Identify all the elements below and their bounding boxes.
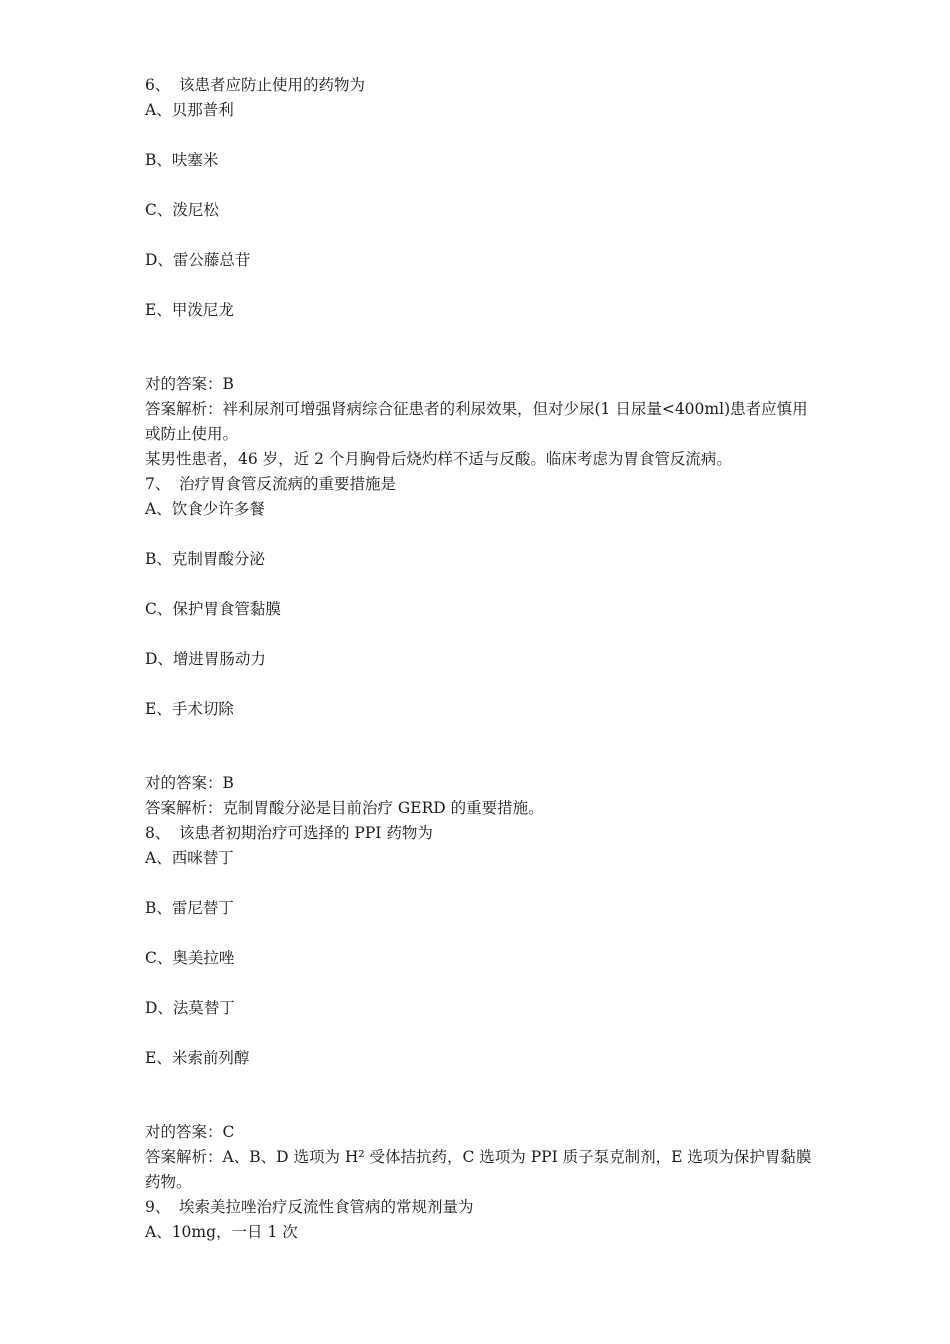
option-a: A、饮食少许多餐 [145, 500, 265, 518]
option-c: C、奥美拉唑 [145, 949, 235, 967]
question-number: 8、 [145, 824, 171, 842]
option-b: B、克制胃酸分泌 [145, 550, 265, 568]
option-a: A、贝那普利 [145, 101, 234, 119]
option-b: B、呋塞米 [145, 151, 219, 169]
question-number: 9、 [145, 1198, 171, 1216]
option-e: E、米索前列醇 [145, 1049, 250, 1067]
case-description: 某男性患者，46 岁，近 2 个月胸骨后烧灼样不适与反酸。临床考虑为胃食管反流病。 [145, 450, 732, 468]
question-text: 该患者应防止使用的药物为 [179, 76, 366, 94]
answer: 对的答案：C [145, 1123, 235, 1141]
option-b: B、雷尼替丁 [145, 899, 234, 917]
question-9-stem [145, 1195, 815, 1220]
analysis: 答案解析：克制胃酸分泌是目前治疗 GERD 的重要措施。 [145, 799, 544, 817]
analysis: 答案解析：A、B、D 选项为 H² 受体拮抗药，C 选项为 PPI 质子泵克制剂，E 选项为保护胃黏膜药物。 [145, 1148, 812, 1191]
answer: 对的答案：B [145, 375, 234, 393]
option-a: A、10mg，一日 1 次 [145, 1223, 298, 1241]
option-e: E、手术切除 [145, 700, 234, 718]
question-8-stem [145, 821, 815, 846]
question-7-stem [145, 472, 815, 497]
question-number: 6、 [145, 76, 171, 94]
option-c: C、保护胃食管黏膜 [145, 600, 281, 618]
option-e: E、甲泼尼龙 [145, 301, 234, 319]
option-d: D、雷公藤总苷 [145, 251, 251, 269]
question-6-stem [145, 73, 815, 98]
question-text: 该患者初期治疗可选择的 PPI 药物为 [179, 824, 433, 842]
analysis: 答案解析：袢利尿剂可增强肾病综合征患者的利尿效果，但对少尿(1 日尿量<400ml)患者应慎用或防止使用。 [145, 400, 808, 443]
option-c: C、泼尼松 [145, 201, 219, 219]
question-text: 埃索美拉唑治疗反流性食管病的常规剂量为 [179, 1198, 474, 1216]
answer: 对的答案：B [145, 774, 234, 792]
option-d: D、增进胃肠动力 [145, 650, 266, 668]
question-text: 治疗胃食管反流病的重要措施是 [179, 475, 397, 493]
question-number: 7、 [145, 475, 171, 493]
option-d: D、法莫替丁 [145, 999, 235, 1017]
option-a: A、西咪替丁 [145, 849, 234, 867]
